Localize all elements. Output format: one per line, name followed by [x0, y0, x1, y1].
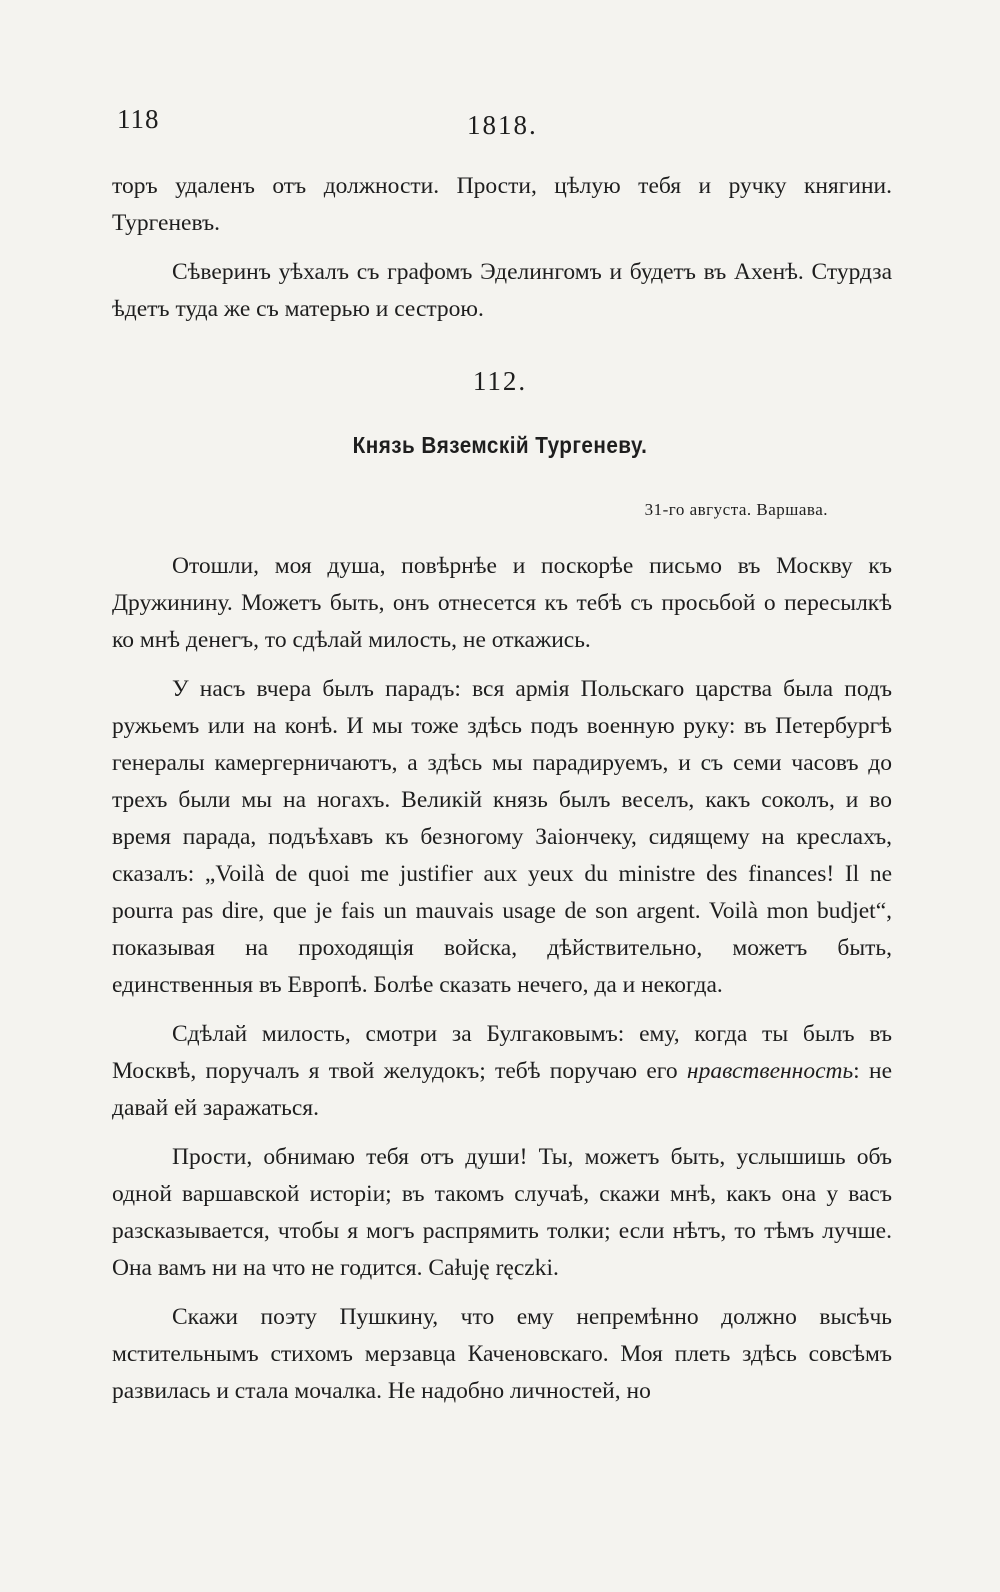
paragraph-text: Скажи поэту Пушкину, что ему непремѣнно должно высѣчь мстительнымъ стихомъ мерзавца Каченовскаго. Моя плеть здѣсь совсѣмъ развилась и стала мочалка. Не надобно личностей, но: [112, 1304, 892, 1404]
paragraph-text: Прости, обнимаю тебя отъ души! Ты, можетъ быть, услышишь объ одной варшавской исторіи; въ такомъ случаѣ, скажи мнѣ, какъ она у васъ разсказывается, чтобы я могъ распрямить толки; если нѣтъ, то тѣмъ лучше. Она вамъ ни на что не годится. Całuję ręczki.: [112, 1144, 892, 1281]
paragraph-text: Сдѣлай милость, смотри за Булгаковымъ: ему, когда ты былъ въ Москвѣ, поручалъ я твой желудокъ; тебѣ поручаю его: [112, 1021, 892, 1084]
paragraph-text: Отошли, моя душа, повѣрнѣе и поскорѣе письмо въ Москву къ Дружинину. Можетъ быть, онъ отнесется къ тебѣ съ просьбой о пересылкѣ ко мнѣ денегъ, то сдѣлай милость, не откажись.: [112, 553, 892, 653]
running-head-year: 1818.: [467, 110, 538, 140]
letter-paragraph: [112, 1139, 892, 1287]
continuation-paragraph: торъ удаленъ отъ должности. Прости, цѣлую тебя и ручку княгини. Тургеневъ.: [112, 173, 892, 236]
letter-title: Князь Вяземскій Тургеневу.: [352, 432, 648, 458]
letter-paragraph: [112, 548, 892, 659]
previous-letter-continuation: [112, 168, 892, 340]
letter-body: [112, 548, 892, 1422]
italic-word: нравственность: [686, 1058, 854, 1084]
letter-paragraph: [112, 1016, 892, 1127]
running-header: [115, 104, 895, 144]
letter-paragraph: [112, 1299, 892, 1410]
postscript-paragraph: Сѣверинъ уѣхалъ съ графомъ Эделингомъ и будетъ въ Ахенѣ. Стурдза ѣдетъ туда же съ матерью и сестрою.: [112, 259, 892, 322]
letter-paragraph: [112, 671, 892, 1004]
page-number: 118: [117, 104, 160, 134]
paragraph-text: У насъ вчера былъ парадъ: вся армія Польскаго царства была подъ ружьемъ или на конѣ. И мы тоже здѣсь подъ военную руку: въ Петербургѣ генералы камергерничаютъ, а здѣсь мы парадируемъ, и съ семи часовъ до трехъ были мы на ногахъ. Великій князь былъ веселъ, какъ соколъ, и во время парада, подъѣхавъ къ безногому Заіончеку, сидящему на креслахъ, сказалъ: „Voilà de quoi me justifier aux yeux du ministre des finances! Il ne pourra pas dire, que je fais un mauvais usage de son argent. Voilà mon budjet“, показывая на проходящія войска, дѣйствительно, можетъ быть, единственныя въ Европѣ. Болѣе сказать нечего, да и некогда.: [112, 676, 892, 998]
letter-dateline: 31-го августа. Варшава.: [644, 500, 828, 519]
paragraph-text-tail: : не давай ей заражаться.: [112, 1058, 893, 1121]
letter-number: 112.: [472, 366, 528, 396]
